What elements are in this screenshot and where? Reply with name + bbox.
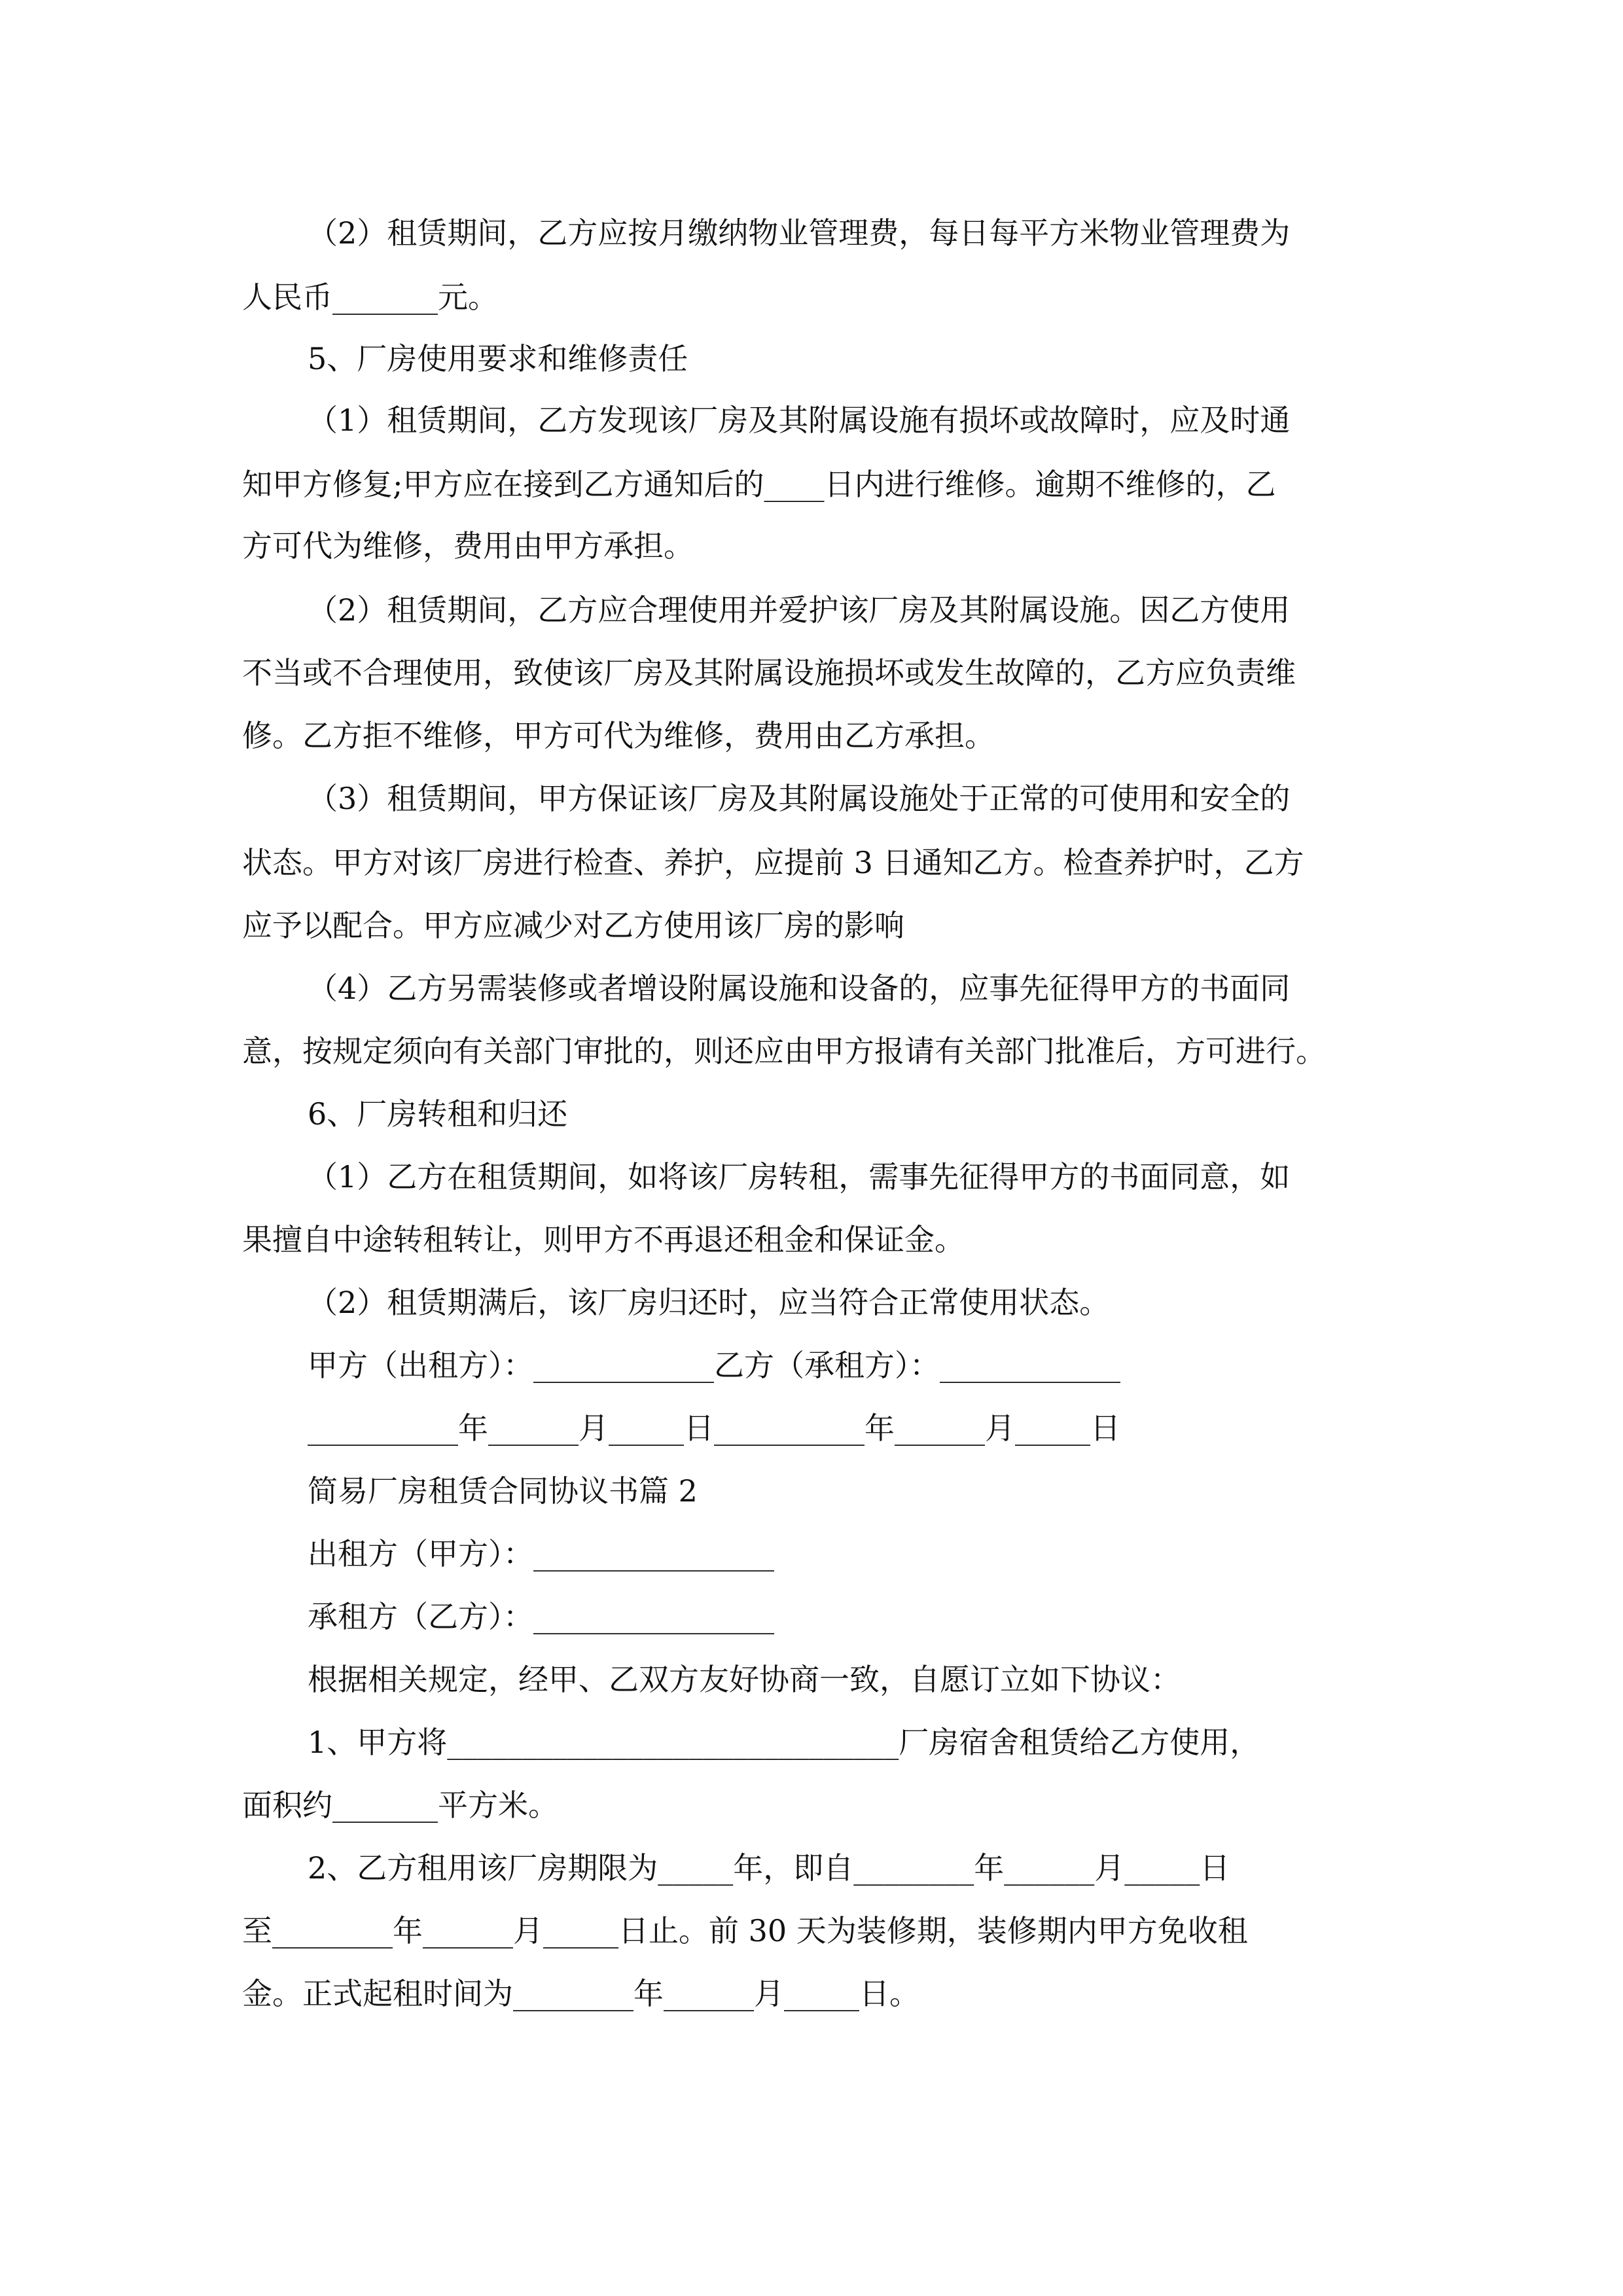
paragraph-line: 知甲方修复;甲方应在接到乙方通知后的____日内进行维修。逾期不维修的，乙 [242, 467, 1276, 502]
paragraph-line: 人民币_______元。 [242, 279, 498, 315]
paragraph-line: （1）租赁期间，乙方发现该厂房及其附属设施有损坏或故障时，应及时通 [308, 403, 1291, 438]
paragraph-line: 应予以配合。甲方应减少对乙方使用该厂房的影响 [242, 908, 904, 943]
paragraph-line: （1）乙方在租赁期间，如将该厂房转租，需事先征得甲方的书面同意，如 [308, 1159, 1291, 1194]
paragraph-line: 2、乙方租用该厂房期限为_____年，即自________年______月_____日 [308, 1850, 1230, 1886]
paragraph-line: 面积约_______平方米。 [242, 1787, 558, 1823]
paragraph-line: 根据相关规定，经甲、乙双方友好协商一致，自愿订立如下协议： [308, 1662, 1181, 1697]
paragraph-line: 不当或不合理使用，致使该厂房及其附属设施损坏或发生故障的，乙方应负责维 [242, 655, 1296, 691]
paragraph-line: 意，按规定须向有关部门审批的，则还应由甲方报请有关部门批准后，方可进行。 [242, 1033, 1326, 1069]
paragraph-line: （4）乙方另需装修或者增设附属设施和设备的，应事先征得甲方的书面同 [308, 971, 1291, 1006]
paragraph-line: （2）租赁期间，乙方应合理使用并爱护该厂房及其附属设施。因乙方使用 [308, 592, 1291, 628]
paragraph-line: 1、甲方将______________________________厂房宿舍租赁给乙方使用， [308, 1725, 1260, 1760]
paragraph-line: 金。正式起租时间为________年______月_____日。 [242, 1976, 919, 2011]
paragraph-line: 至________年______月_____日止。前 30 天为装修期，装修期内甲方免收租 [242, 1913, 1248, 1948]
lessor-line: 出租方（甲方）：________________ [308, 1536, 774, 1571]
paragraph-line: 方可代为维修，费用由甲方承担。 [242, 528, 694, 564]
paragraph-line: （2）租赁期间，乙方应按月缴纳物业管理费，每日每平方米物业管理费为 [308, 215, 1291, 251]
paragraph-line: 果擅自中途转租转让，则甲方不再退还租金和保证金。 [242, 1222, 965, 1257]
paragraph-line: （3）租赁期间，甲方保证该厂房及其附属设施处于正常的可使用和安全的 [308, 781, 1291, 816]
paragraph-line: 修。乙方拒不维修，甲方可代为维修，费用由乙方承担。 [242, 718, 995, 753]
document-title: 简易厂房租赁合同协议书篇 2 [308, 1473, 698, 1509]
signature-date-line: __________年______月_____日__________年______月_____日 [308, 1410, 1120, 1446]
paragraph-line: （2）租赁期满后，该厂房归还时，应当符合正常使用状态。 [308, 1285, 1110, 1320]
lessee-line: 承租方（乙方）：________________ [308, 1599, 774, 1634]
paragraph-line: 状态。甲方对该厂房进行检查、养护，应提前 3 日通知乙方。检查养护时，乙方 [242, 845, 1304, 880]
section-heading: 5、厂房使用要求和维修责任 [308, 341, 688, 376]
section-heading: 6、厂房转租和归还 [308, 1096, 568, 1132]
signature-parties-line: 甲方（出租方）：____________乙方（承租方）：____________ [308, 1348, 1120, 1383]
